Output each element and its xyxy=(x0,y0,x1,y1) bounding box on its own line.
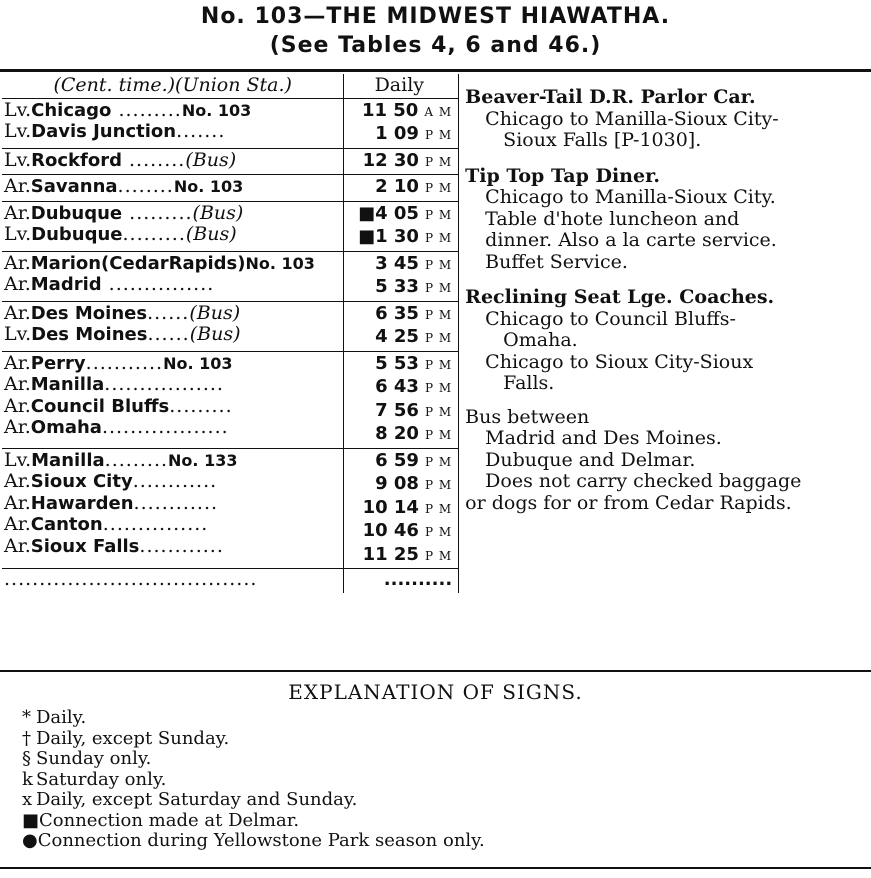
time-cell xyxy=(344,569,459,593)
bus-heading: Bus between xyxy=(465,405,590,428)
am-pm: P M xyxy=(424,331,453,345)
am-pm: P M xyxy=(424,231,453,245)
station-prefix: Ar. xyxy=(4,491,31,514)
station-row xyxy=(4,353,341,375)
sign-item xyxy=(22,790,485,811)
station-row xyxy=(4,396,341,418)
am-pm: P M xyxy=(424,525,453,539)
time-value: 1 09 xyxy=(375,123,419,144)
sign-text: Connection made at Delmar. xyxy=(39,809,300,831)
time-row xyxy=(346,376,452,400)
diner-heading: Tip Top Tap Diner. xyxy=(465,164,660,187)
time-value: 8 20 xyxy=(375,423,419,444)
station-name: Canton xyxy=(30,514,103,535)
leader-dots: ............... xyxy=(102,513,209,535)
station-row xyxy=(4,176,341,198)
leader-dots: ......... xyxy=(104,448,169,471)
sign-item xyxy=(22,708,485,729)
station-cell xyxy=(2,569,344,593)
coach-line: Omaha. xyxy=(503,329,578,351)
station-prefix: Ar. xyxy=(4,351,31,374)
train-note: No. 103 xyxy=(245,253,315,273)
time-value: 6 35 xyxy=(375,302,419,324)
leader-dots: ............... xyxy=(101,273,215,295)
am-pm: P M xyxy=(424,357,453,372)
station-name: Chicago xyxy=(31,99,112,121)
sign-item xyxy=(22,749,485,770)
time-value: 11 50 xyxy=(361,99,419,121)
sign-text: Sunday only. xyxy=(36,748,152,769)
train-note: (Bus) xyxy=(189,323,241,345)
station-name: Rockford xyxy=(31,149,122,171)
station-cell xyxy=(2,301,344,351)
leader-dots: ......... xyxy=(111,98,182,121)
sign-item xyxy=(22,729,485,750)
station-cell xyxy=(2,448,344,569)
top-rule xyxy=(0,69,871,72)
station-row xyxy=(4,150,341,172)
sign-text: Daily, except Sunday. xyxy=(36,727,230,749)
am-pm: P M xyxy=(424,128,453,142)
time-cell xyxy=(344,351,459,448)
station-name: Marion(CedarRapids) xyxy=(30,252,246,274)
station-prefix: Ar. xyxy=(4,513,31,535)
time-row xyxy=(346,176,452,200)
station-row xyxy=(4,100,341,122)
station-name: Dubuque xyxy=(30,202,123,224)
time-row xyxy=(346,226,452,250)
sign-symbol: ● xyxy=(22,830,38,851)
sign-item xyxy=(22,811,485,832)
time-row xyxy=(346,276,452,300)
time-row xyxy=(346,473,452,497)
station-name: Perry xyxy=(30,352,86,374)
sign-symbol: § xyxy=(22,748,31,769)
coach-line: Chicago to Council Bluffs- xyxy=(485,307,736,330)
time-value: 11 25 xyxy=(362,543,419,565)
leader-dots: ....... xyxy=(176,120,226,142)
am-pm: P M xyxy=(424,428,453,442)
sign-text: Saturday only. xyxy=(36,768,167,790)
station-row xyxy=(4,121,341,143)
am-pm: P M xyxy=(424,454,453,469)
am-pm: P M xyxy=(424,181,453,195)
train-note: No. 103 xyxy=(173,177,244,196)
sign-symbol: ■ xyxy=(22,809,40,831)
time-value: 3 45 xyxy=(375,252,419,274)
station-prefix: Lv. xyxy=(4,448,32,471)
station-row xyxy=(4,493,341,515)
station-row xyxy=(4,324,341,346)
time-row xyxy=(346,100,452,124)
time-row xyxy=(346,253,452,277)
station-name: Omaha xyxy=(30,417,102,438)
leader-dots: ........ xyxy=(117,175,174,197)
train-note: No. 133 xyxy=(168,450,238,470)
station-prefix: Ar. xyxy=(4,373,31,395)
time-cell xyxy=(344,148,459,175)
time-value: 2 10 xyxy=(375,176,419,197)
bottom-rule xyxy=(0,867,871,869)
table-title: No. 103—THE MIDWEST HIAWATHA. xyxy=(200,4,671,29)
sign-symbol: x xyxy=(22,789,33,810)
station-prefix: Ar. xyxy=(4,301,31,324)
station-prefix: Ar. xyxy=(4,534,31,557)
time-value: 10 14 xyxy=(362,496,419,518)
am-pm: P M xyxy=(424,404,453,419)
parlor-line: Sioux Falls [P-1030]. xyxy=(503,129,702,151)
signs-list xyxy=(22,708,485,852)
time-value: .......... xyxy=(383,569,453,590)
timetable xyxy=(2,74,871,593)
diner-line: Table d'hote luncheon and xyxy=(485,207,740,230)
diner-line: Buffet Service. xyxy=(485,250,628,273)
parlor-line: Chicago to Manilla-Sioux City- xyxy=(485,107,779,130)
station-name: Savanna xyxy=(30,176,118,197)
station-row xyxy=(4,274,341,296)
station-prefix: Ar. xyxy=(4,394,31,417)
station-cell xyxy=(2,351,344,448)
station-name: Hawarden xyxy=(30,492,134,514)
time-value: 10 46 xyxy=(362,520,419,541)
station-row xyxy=(4,471,341,493)
bus-line: Madrid and Des Moines. xyxy=(485,427,722,449)
time-row xyxy=(346,450,452,474)
station-cell xyxy=(2,251,344,301)
station-row xyxy=(4,224,341,246)
diner-line: Chicago to Manilla-Sioux City. xyxy=(485,186,776,208)
station-name: Des Moines xyxy=(30,302,148,324)
station-name: Madrid xyxy=(30,274,102,295)
station-row xyxy=(4,450,341,472)
leader-dots: ........... xyxy=(85,351,164,374)
am-pm: P M xyxy=(424,307,453,322)
time-row xyxy=(346,520,452,544)
am-pm: P M xyxy=(424,281,453,295)
leader-dots: ............ xyxy=(139,534,224,557)
time-value: 12 30 xyxy=(362,149,419,171)
am-pm: P M xyxy=(424,154,453,169)
sign-item xyxy=(22,831,485,852)
time-row xyxy=(346,303,452,327)
coach-line: Falls. xyxy=(503,372,555,394)
time-value: 7 56 xyxy=(375,399,419,421)
time-value: 6 59 xyxy=(375,449,419,471)
am-pm: P M xyxy=(424,381,453,395)
leader-dots: ...... xyxy=(147,323,190,345)
station-row xyxy=(4,303,341,325)
train-note: (Bus) xyxy=(185,223,237,245)
station-prefix: Lv. xyxy=(4,98,32,121)
station-row xyxy=(4,203,341,225)
sign-text: Daily. xyxy=(36,707,87,728)
diner-line: dinner. Also a la carte service. xyxy=(485,229,777,251)
am-pm: A M xyxy=(424,104,453,119)
sign-text: Daily, except Saturday and Sunday. xyxy=(36,789,358,810)
table-subtitle: (See Tables 4, 6 and 46.) xyxy=(269,33,602,58)
time-row xyxy=(346,423,452,447)
time-value: 9 08 xyxy=(375,473,419,494)
station-cell xyxy=(2,98,344,148)
leader-dots: .................. xyxy=(101,416,229,438)
station-prefix: Lv. xyxy=(4,323,32,345)
train-note: No. 103 xyxy=(163,353,233,373)
station-prefix: Lv. xyxy=(4,223,32,245)
am-pm: P M xyxy=(424,257,453,272)
time-row xyxy=(346,569,452,593)
signs-title: EXPLANATION OF SIGNS. xyxy=(288,680,583,704)
station-row xyxy=(4,569,341,591)
time-value: 5 33 xyxy=(375,276,419,297)
station-name: Dubuque xyxy=(31,224,123,245)
time-cell xyxy=(344,98,459,148)
station-cell xyxy=(2,148,344,175)
station-name: Manilla xyxy=(31,449,105,471)
leader-dots: ............ xyxy=(133,491,219,514)
leader-dots: ............ xyxy=(132,470,218,492)
station-row xyxy=(4,374,341,396)
time-row xyxy=(346,203,452,227)
am-pm: P M xyxy=(424,207,453,222)
time-cell xyxy=(344,251,459,301)
station-cell xyxy=(2,201,344,251)
time-row xyxy=(346,400,452,424)
leader-dots: ................. xyxy=(104,373,224,395)
time-cell xyxy=(344,448,459,569)
time-cell xyxy=(344,175,459,202)
bus-line: Dubuque and Delmar. xyxy=(485,448,696,471)
station-prefix: Lv. xyxy=(4,148,32,171)
station-prefix: Ar. xyxy=(4,470,31,492)
leader-dots: ...... xyxy=(147,301,190,324)
sign-symbol: * xyxy=(22,707,31,728)
station-row xyxy=(4,253,341,275)
station-prefix: Ar. xyxy=(4,175,31,197)
bus-line: or dogs for or from Cedar Rapids. xyxy=(465,491,792,514)
station-cell xyxy=(2,175,344,202)
header-daily: Daily xyxy=(344,74,459,98)
station-name: Council Bluffs xyxy=(30,395,170,417)
time-value: ■1 30 xyxy=(358,226,419,247)
sign-symbol: † xyxy=(22,727,31,749)
sign-item xyxy=(22,770,485,791)
time-cell xyxy=(344,201,459,251)
station-prefix: Ar. xyxy=(4,251,31,274)
time-row xyxy=(346,544,452,568)
bus-line: Does not carry checked baggage xyxy=(485,470,802,492)
sign-symbol: k xyxy=(22,768,33,790)
train-note: (Bus) xyxy=(189,301,241,324)
am-pm: P M xyxy=(424,501,453,516)
leader-dots: .................................... xyxy=(4,568,258,590)
station-name: Sioux Falls xyxy=(30,535,140,557)
middle-rule xyxy=(0,670,871,672)
train-note: (Bus) xyxy=(185,148,237,171)
leader-dots: ........ xyxy=(121,148,186,171)
time-row xyxy=(346,150,452,174)
station-name: Sioux City xyxy=(30,471,133,492)
station-row xyxy=(4,514,341,536)
station-row xyxy=(4,417,341,439)
header-row xyxy=(2,74,871,98)
time-value: 5 53 xyxy=(375,352,419,374)
am-pm: P M xyxy=(424,548,453,563)
time-cell xyxy=(344,301,459,351)
time-row xyxy=(346,497,452,521)
leader-dots: ......... xyxy=(169,394,233,417)
service-notes xyxy=(459,74,871,569)
train-note: No. 103 xyxy=(181,100,252,120)
station-group xyxy=(2,569,871,593)
time-value: 4 25 xyxy=(375,326,419,347)
time-value: ■4 05 xyxy=(358,202,419,224)
time-value: 6 43 xyxy=(375,376,419,397)
leader-dots: ......... xyxy=(122,201,193,224)
station-row xyxy=(4,536,341,558)
time-row xyxy=(346,353,452,377)
station-prefix: Ar. xyxy=(4,416,31,438)
coach-heading: Reclining Seat Lge. Coaches. xyxy=(465,286,775,308)
header-station: (Cent. time.)(Union Sta.) xyxy=(2,74,344,98)
leader-dots: ......... xyxy=(122,223,186,245)
station-name: Des Moines xyxy=(31,324,148,345)
am-pm: P M xyxy=(424,478,453,492)
station-name: Manilla xyxy=(30,374,105,395)
time-row xyxy=(346,326,452,350)
time-row xyxy=(346,123,452,147)
station-prefix: Lv. xyxy=(4,120,32,142)
train-note: (Bus) xyxy=(192,201,244,224)
coach-line: Chicago to Sioux City-Sioux xyxy=(485,350,754,373)
station-prefix: Ar. xyxy=(4,273,31,295)
sign-text: Connection during Yellowstone Park season only. xyxy=(37,830,485,851)
parlor-heading: Beaver-Tail D.R. Parlor Car. xyxy=(465,86,756,108)
station-prefix: Ar. xyxy=(4,201,31,224)
station-name: Davis Junction xyxy=(31,121,177,142)
